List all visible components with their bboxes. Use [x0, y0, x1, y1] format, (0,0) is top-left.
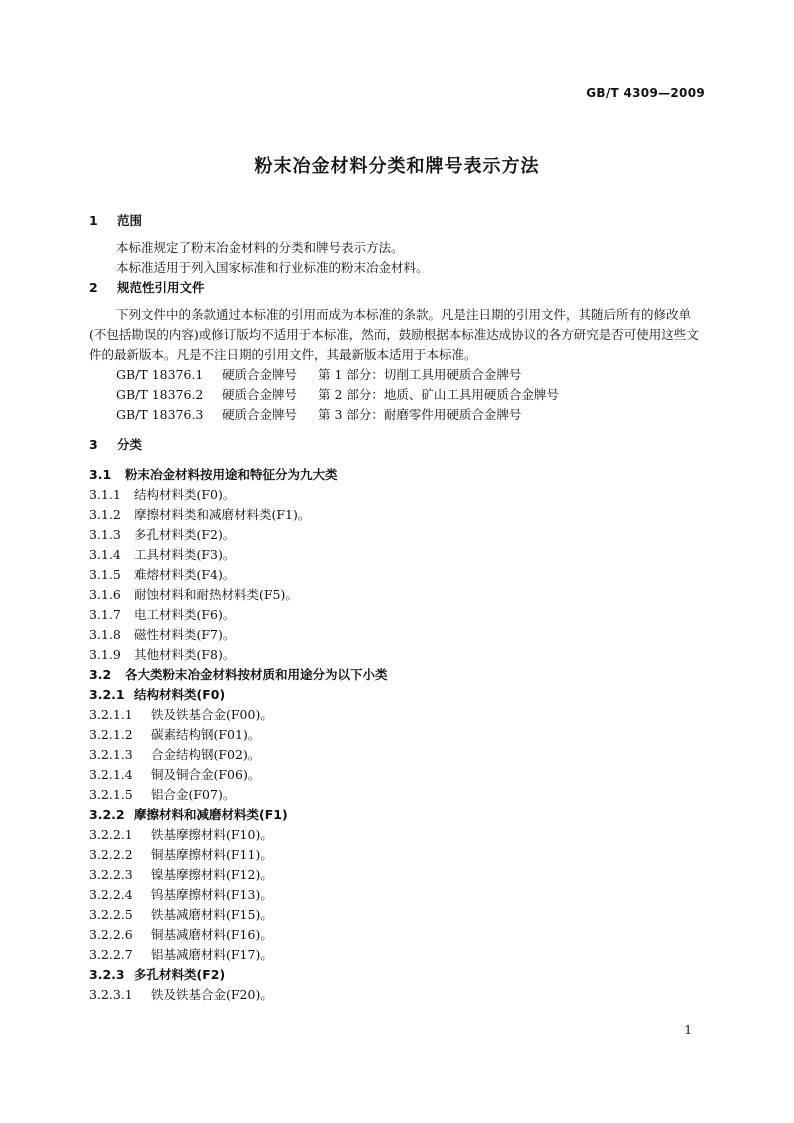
- clause-text: 工具材料类(F3)。: [134, 547, 236, 562]
- clause-number: 3.2: [89, 667, 112, 682]
- clause-heading: [89, 465, 705, 485]
- section-heading-normative-references: [89, 278, 705, 298]
- clause-text: 合金结构钢(F02)。: [151, 747, 261, 762]
- reference-name: 硬质合金牌号: [222, 407, 298, 422]
- clause-item: [89, 745, 705, 765]
- clause-item: [89, 485, 705, 505]
- clause-number: 3.2.2.1: [89, 827, 133, 842]
- clause-title: 结构材料类(F0): [134, 687, 226, 702]
- clause-item: [89, 565, 705, 585]
- clause-text: 铜基摩擦材料(F11)。: [151, 847, 273, 862]
- reference-entry: [89, 385, 705, 405]
- clause-item: [89, 645, 705, 665]
- clause-item: [89, 945, 705, 965]
- clause-text: 铁基摩擦材料(F10)。: [151, 827, 273, 842]
- clause-item: [89, 605, 705, 625]
- clause-text: 耐蚀材料和耐热材料类(F5)。: [134, 587, 298, 602]
- clause-item: [89, 625, 705, 645]
- clause-number: 3.2.2: [89, 807, 125, 822]
- clause-text: 钨基摩擦材料(F13)。: [151, 887, 273, 902]
- document-number: GB/T 4309—2009: [586, 86, 705, 100]
- clause-text: 铝合金(F07)。: [151, 787, 236, 802]
- reference-entry: [89, 365, 705, 385]
- clause-number: 3.2.1.3: [89, 747, 133, 762]
- clause-text: 铜及铜合金(F06)。: [151, 767, 261, 782]
- clause-text: 铁及铁基合金(F20)。: [151, 987, 273, 1002]
- reference-part: 第 3 部分：耐磨零件用硬质合金牌号: [318, 407, 522, 422]
- clause-item: [89, 985, 705, 1005]
- clause-number: 3.1.7: [89, 607, 121, 622]
- clause-number: 3.1.2: [89, 507, 121, 522]
- clause-number: 3.1.4: [89, 547, 121, 562]
- clause-number: 3.1.9: [89, 647, 121, 662]
- clause-number: 3.1.8: [89, 627, 121, 642]
- reference-code: GB/T 18376.2: [116, 387, 204, 402]
- clause-text: 其他材料类(F8)。: [134, 647, 236, 662]
- clause-number: 3.2.2.5: [89, 907, 133, 922]
- clause-item: [89, 585, 705, 605]
- clause-text: 镍基摩擦材料(F12)。: [151, 867, 273, 882]
- clause-number: 3.2.3: [89, 967, 125, 982]
- page-title: 粉末冶金材料分类和牌号表示方法: [254, 156, 540, 177]
- clause-text: 铜基减磨材料(F16)。: [151, 927, 273, 942]
- clause-text: 铁基减磨材料(F15)。: [151, 907, 273, 922]
- clause-number: 3.2.2.2: [89, 847, 133, 862]
- clause-number: 3.2.2.4: [89, 887, 133, 902]
- clause-text: 碳素结构钢(F01)。: [151, 727, 261, 742]
- section-number: 3: [89, 437, 98, 452]
- clause-text: 磁性材料类(F7)。: [134, 627, 236, 642]
- document-body: [89, 211, 705, 1005]
- paragraph: 本标准适用于列入国家标准和行业标准的粉末冶金材料。: [116, 260, 429, 275]
- reference-name: 硬质合金牌号: [222, 387, 298, 402]
- clause-number: 3.2.3.1: [89, 987, 133, 1002]
- clause-number: 3.2.1: [89, 687, 125, 702]
- paragraph: 下列文件中的条款通过本标准的引用而成为本标准的条款。凡是注日期的引用文件，其随后所有的修改单(不包括勘误的内容)或修订版均不适用于本标准，然而，鼓励根据本标准达成协议的各方研究是否可使用这些文件的最新版本。凡是不注日期的引用文件，其最新版本适用于本标准。: [89, 307, 699, 362]
- subclause-heading: [89, 685, 705, 705]
- clause-text: 铁及铁基合金(F00)。: [151, 707, 273, 722]
- clause-item: [89, 865, 705, 885]
- clause-item: [89, 505, 705, 525]
- clause-item: [89, 725, 705, 745]
- clause-title: 摩擦材料和减磨材料类(F1): [134, 807, 288, 822]
- section-title: 规范性引用文件: [117, 280, 205, 295]
- clause-text: 难熔材料类(F4)。: [134, 567, 236, 582]
- reference-part: 第 2 部分：地质、矿山工具用硬质合金牌号: [318, 387, 559, 402]
- clause-item: [89, 905, 705, 925]
- clause-text: 多孔材料类(F2)。: [134, 527, 236, 542]
- clause-number: 3.1: [89, 467, 112, 482]
- reference-entry: [89, 405, 705, 425]
- section-number: 2: [89, 280, 98, 295]
- paragraph: 本标准规定了粉末冶金材料的分类和牌号表示方法。: [116, 240, 404, 255]
- clause-title: 粉末冶金材料按用途和特征分为九大类: [125, 467, 338, 482]
- clause-item: [89, 545, 705, 565]
- clause-text: 结构材料类(F0)。: [134, 487, 236, 502]
- clause-item: [89, 525, 705, 545]
- section-number: 1: [89, 213, 98, 228]
- clause-item: [89, 765, 705, 785]
- clause-item: [89, 925, 705, 945]
- clause-title: 各大类粉末冶金材料按材质和用途分为以下小类: [125, 667, 388, 682]
- clause-text: 铝基减磨材料(F17)。: [151, 947, 273, 962]
- clause-text: 电工材料类(F6)。: [134, 607, 236, 622]
- clause-number: 3.2.2.6: [89, 927, 133, 942]
- reference-part: 第 1 部分：切削工具用硬质合金牌号: [318, 367, 522, 382]
- clause-item: [89, 825, 705, 845]
- section-heading-scope: [89, 211, 705, 231]
- clause-number: 3.2.1.2: [89, 727, 133, 742]
- clause-text: 摩擦材料类和减磨材料类(F1)。: [134, 507, 311, 522]
- section-title: 分类: [117, 437, 143, 452]
- subclause-heading: [89, 805, 705, 825]
- clause-number: 3.1.3: [89, 527, 121, 542]
- reference-code: GB/T 18376.3: [116, 407, 204, 422]
- clause-heading: [89, 665, 705, 685]
- clause-number: 3.2.2.7: [89, 947, 133, 962]
- reference-code: GB/T 18376.1: [116, 367, 204, 382]
- clause-title: 多孔材料类(F2): [134, 967, 226, 982]
- clause-number: 3.1.1: [89, 487, 121, 502]
- clause-number: 3.1.6: [89, 587, 121, 602]
- reference-name: 硬质合金牌号: [222, 367, 298, 382]
- clause-number: 3.2.1.5: [89, 787, 133, 802]
- clause-item: [89, 845, 705, 865]
- section-title: 范围: [117, 213, 143, 228]
- section-heading-classification: [89, 435, 705, 455]
- subclause-heading: [89, 965, 705, 985]
- clause-item: [89, 885, 705, 905]
- clause-number: 3.2.1.1: [89, 707, 133, 722]
- page-number: 1: [684, 1023, 692, 1037]
- clause-number: 3.1.5: [89, 567, 121, 582]
- clause-number: 3.2.2.3: [89, 867, 133, 882]
- clause-number: 3.2.1.4: [89, 767, 133, 782]
- clause-item: [89, 785, 705, 805]
- clause-item: [89, 705, 705, 725]
